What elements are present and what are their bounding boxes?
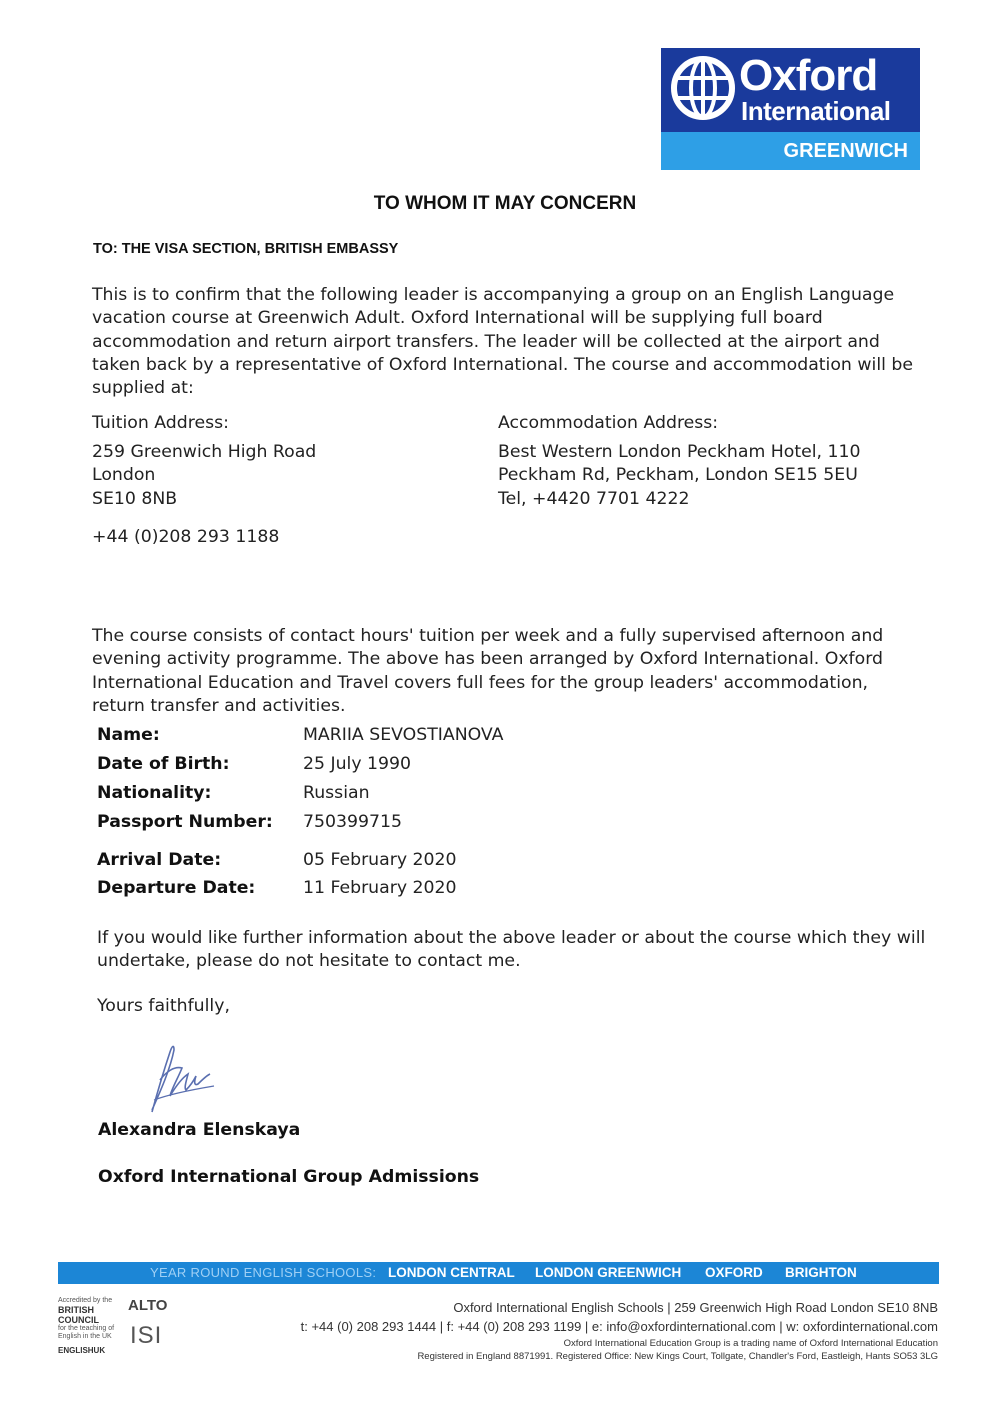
detail-value-nationality: Russian [303,783,370,803]
footer-address-line: Oxford International English Schools | 259 Greenwich High Road London SE10 8NB [453,1300,938,1315]
footer-legal-line: Oxford International Education Group is a trading name of Oxford International Education [563,1338,938,1349]
detail-value-departure: 11 February 2020 [303,878,457,898]
tuition-address-line: London [92,465,156,485]
footer-school: BRIGHTON [785,1265,857,1280]
tuition-address-label: Tuition Address: [92,413,229,433]
footer-schools-bar [58,1262,939,1284]
tuition-address-line: SE10 8NB [92,488,178,509]
detail-value-arrival: 05 February 2020 [303,850,457,870]
course-paragraph: The course consists of contact hours' tuition per week and a fully supervised afternoon and evening activity programme. The above has been arranged by Oxford International. Oxford International Education and Travel covers full fees for the group leaders' accommodation, return transfer and activities. [92,626,884,716]
logo-word-international: International [741,96,891,126]
oxford-international-logo [661,48,920,170]
logo-word-oxford: Oxford [739,51,878,100]
footer-school: LONDON CENTRAL [388,1265,515,1280]
tuition-address [92,412,316,511]
detail-value-name: MARIIA SEVOSTIANOVA [303,725,504,745]
signer-name: Alexandra Elenskaya [98,1120,301,1140]
accommodation-address [498,412,918,511]
logo-word-campus: GREENWICH [783,140,908,162]
isi-logo: ISI [130,1322,163,1349]
intro-paragraph: This is to confirm that the following leader is accompanying a group on an English Language vacation course at Greenwich Adult. Oxford International will be supplying full board accommodation and return airport transfers. The leader will be collected at the airport and taken back by a representative of Oxford International. The course and accommodation will be supplied at: [92,285,914,399]
alto-logo: ALTO [128,1297,168,1314]
closing-salutation: Yours faithfully, [97,996,230,1016]
detail-label: Nationality: [97,783,212,803]
footer-contact-line: t: +44 (0) 208 293 1444 | f: +44 (0) 208 293 1199 | e: info@oxfordinternational.com | w: oxfordinternational.com [300,1319,938,1334]
handwritten-signature [130,1030,400,1120]
footer-school: LONDON GREENWICH [535,1265,682,1280]
english-uk-logo: ENGLISHUK [58,1346,106,1355]
detail-label: Arrival Date: [97,850,222,870]
tuition-address-line: 259 Greenwich High Road [92,441,317,462]
detail-value-passport: 750399715 [303,812,402,832]
further-info-paragraph: If you would like further information about the above leader or about the course which they will undertake, please do not hesitate to contact me. [97,928,926,972]
accommodation-address-label: Accommodation Address: [498,413,719,433]
detail-label: Name: [97,725,160,745]
detail-label: Date of Birth: [97,754,230,774]
accommodation-address-line: Best Western London Peckham Hotel, 110 [498,441,861,462]
detail-label: Passport Number: [97,812,273,832]
recipient-line: TO: THE VISA SECTION, BRITISH EMBASSY [93,241,399,257]
tuition-phone: +44 (0)208 293 1188 [92,527,280,547]
letter-heading: TO WHOM IT MAY CONCERN [373,193,637,214]
footer-registered-line: Registered in England 8871991. Registered Office: New Kings Court, Tollgate, Chandler's Ford, Eastleigh, Hants SO53 3LG [417,1351,938,1362]
accommodation-address-line: Peckham Rd, Peckham, London SE15 5EU [498,465,858,485]
footer-school: OXFORD [705,1265,763,1280]
british-council-logo: Accredited by the BRITISH COUNCIL for the teaching of English in the UK [58,1297,115,1340]
footer-bar-lead: YEAR ROUND ENGLISH SCHOOLS: [150,1265,377,1280]
detail-value-dob: 25 July 1990 [303,754,412,774]
globe-icon [671,56,735,120]
signer-department: Oxford International Group Admissions [98,1167,480,1187]
detail-label: Departure Date: [97,878,256,898]
accommodation-address-line: Tel, +4420 7701 4222 [498,488,690,509]
